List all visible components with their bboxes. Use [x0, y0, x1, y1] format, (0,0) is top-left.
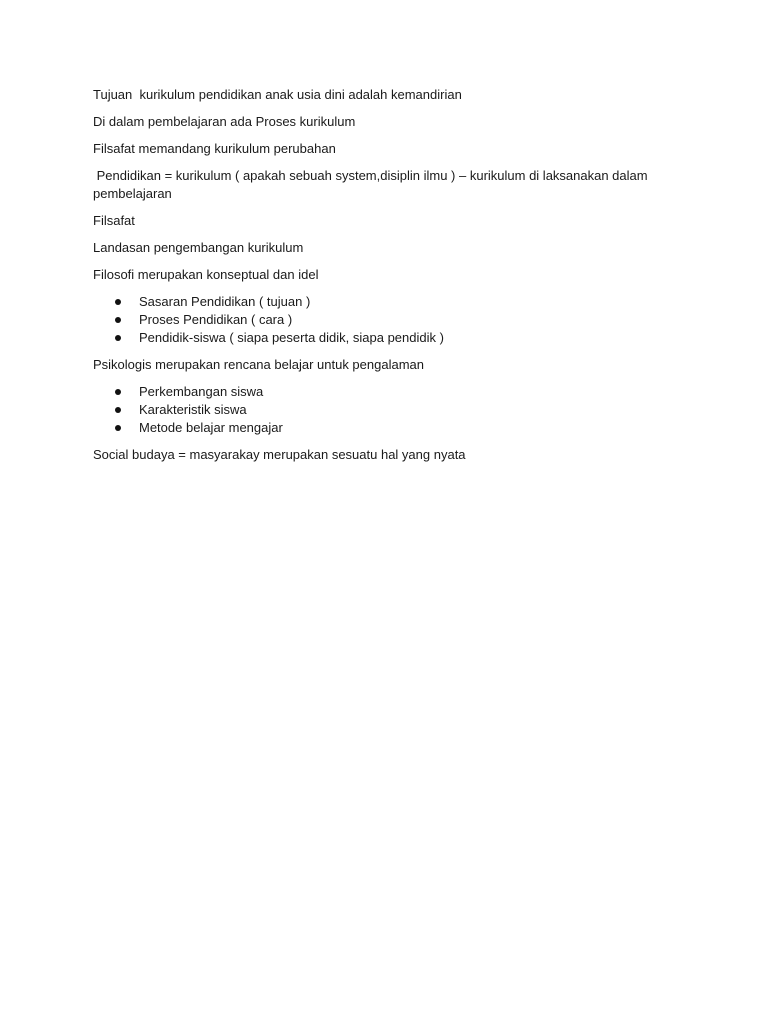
paragraph-social-budaya: Social budaya = masyarakay merupakan sesuatu hal yang nyata: [93, 447, 466, 462]
bullet-icon: [115, 335, 121, 341]
paragraph-psikologis: Psikologis merupakan rencana belajar untuk pengalaman: [93, 357, 424, 372]
bullet-icon: [115, 407, 121, 413]
list-item: [93, 293, 683, 311]
paragraph-filosofi: Filosofi merupakan konseptual dan idel: [93, 267, 319, 282]
list-item-text: Perkembangan siswa: [139, 384, 264, 399]
bullet-list-filosofi: [93, 293, 683, 347]
list-item: [93, 329, 683, 347]
list-item: [93, 401, 683, 419]
bullet-icon: [115, 389, 121, 395]
paragraph-pendidikan: Pendidikan = kurikulum ( apakah sebuah system,disiplin ilmu ) – kurikulum di laksanakan dalam pembelajaran: [93, 168, 652, 201]
paragraph-tujuan: Tujuan kurikulum pendidikan anak usia dini adalah kemandirian: [93, 87, 462, 102]
document-body: [93, 86, 683, 473]
list-item-text: Proses Pendidikan ( cara ): [139, 312, 293, 327]
list-item-text: Metode belajar mengajar: [139, 420, 283, 435]
paragraph-pembelajaran: Di dalam pembelajaran ada Proses kurikulum: [93, 114, 356, 129]
list-item-text: Sasaran Pendidikan ( tujuan ): [139, 294, 311, 309]
bullet-icon: [115, 299, 121, 305]
bullet-list-psikologis: [93, 383, 683, 437]
list-item-text: Karakteristik siswa: [139, 402, 247, 417]
list-item-text: Pendidik-siswa ( siapa peserta didik, siapa pendidik ): [139, 330, 444, 345]
list-item: [93, 383, 683, 401]
paragraph-filsafat-memandang: Filsafat memandang kurikulum perubahan: [93, 141, 336, 156]
list-item: [93, 419, 683, 437]
paragraph-landasan: Landasan pengembangan kurikulum: [93, 240, 304, 255]
paragraph-filsafat: Filsafat: [93, 213, 135, 228]
bullet-icon: [115, 317, 121, 323]
list-item: [93, 311, 683, 329]
bullet-icon: [115, 425, 121, 431]
